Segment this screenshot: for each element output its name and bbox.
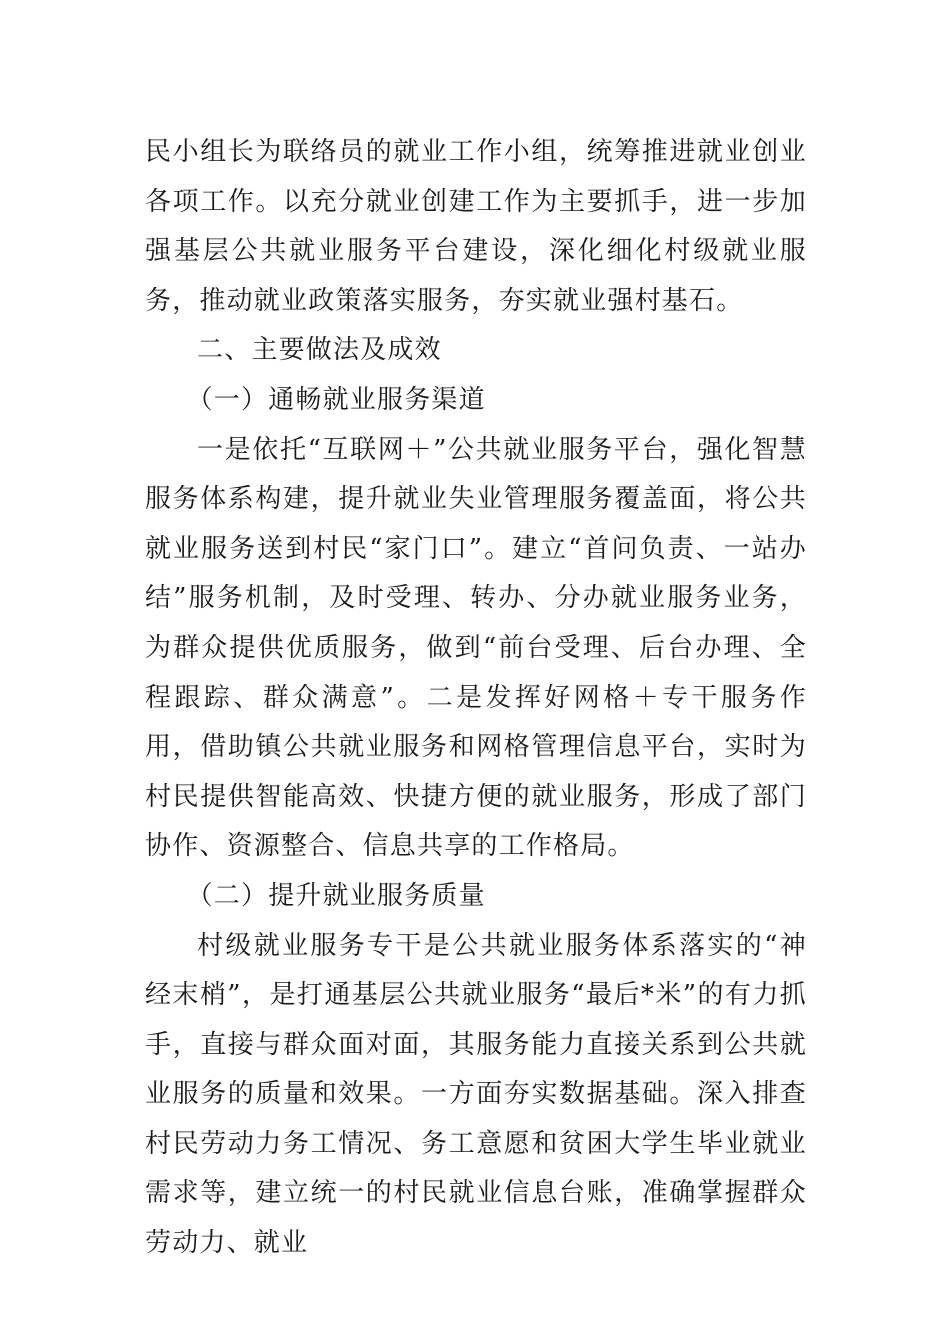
section-heading-main-practices: 二、主要做法及成效 bbox=[197, 335, 442, 366]
paragraph-service-quality: 村级就业服务专干是公共就业服务体系落实的“神经末梢”，是打通基层公共就业服务“最后*米”的有力抓手，直接与群众面对面，其服务能力直接关系到公共就业服务的质量和效果。一方面夯实数据基础。深入排查村民劳动力务工情况、务工意愿和贫困大学生毕业就业需求等，建立统一的村民就业信息台账，准确掌握群众劳动力、就业 bbox=[145, 930, 807, 1259]
subsection-heading-2: （二）提升就业服务质量 bbox=[186, 880, 486, 911]
paragraph-intro-continued: 民小组长为联络员的就业工作小组，统筹推进就业创业各项工作。以充分就业创建工作为主要抓手，进一步加强基层公共就业服务平台建设，深化细化村级就业服务，推动就业政策落实服务，夯实就业强村基石。 bbox=[145, 137, 807, 316]
subsection-heading-1: （一）通畅就业服务渠道 bbox=[186, 384, 486, 415]
document-page bbox=[145, 128, 807, 1269]
paragraph-service-channels: 一是依托“互联网＋”公共就业服务平台，强化智慧服务体系构建，提升就业失业管理服务覆盖面，将公共就业服务送到村民“家门口”。建立“首问负责、一站办结”服务机制，及时受理、转办、分办就业服务业务，为群众提供优质服务，做到“前台受理、后台办理、全程跟踪、群众满意”。二是发挥好网格＋专干服务作用，借助镇公共就业服务和网格管理信息平台，实时为村民提供智能高效、快捷方便的就业服务，形成了部门协作、资源整合、信息共享的工作格局。 bbox=[145, 434, 807, 862]
